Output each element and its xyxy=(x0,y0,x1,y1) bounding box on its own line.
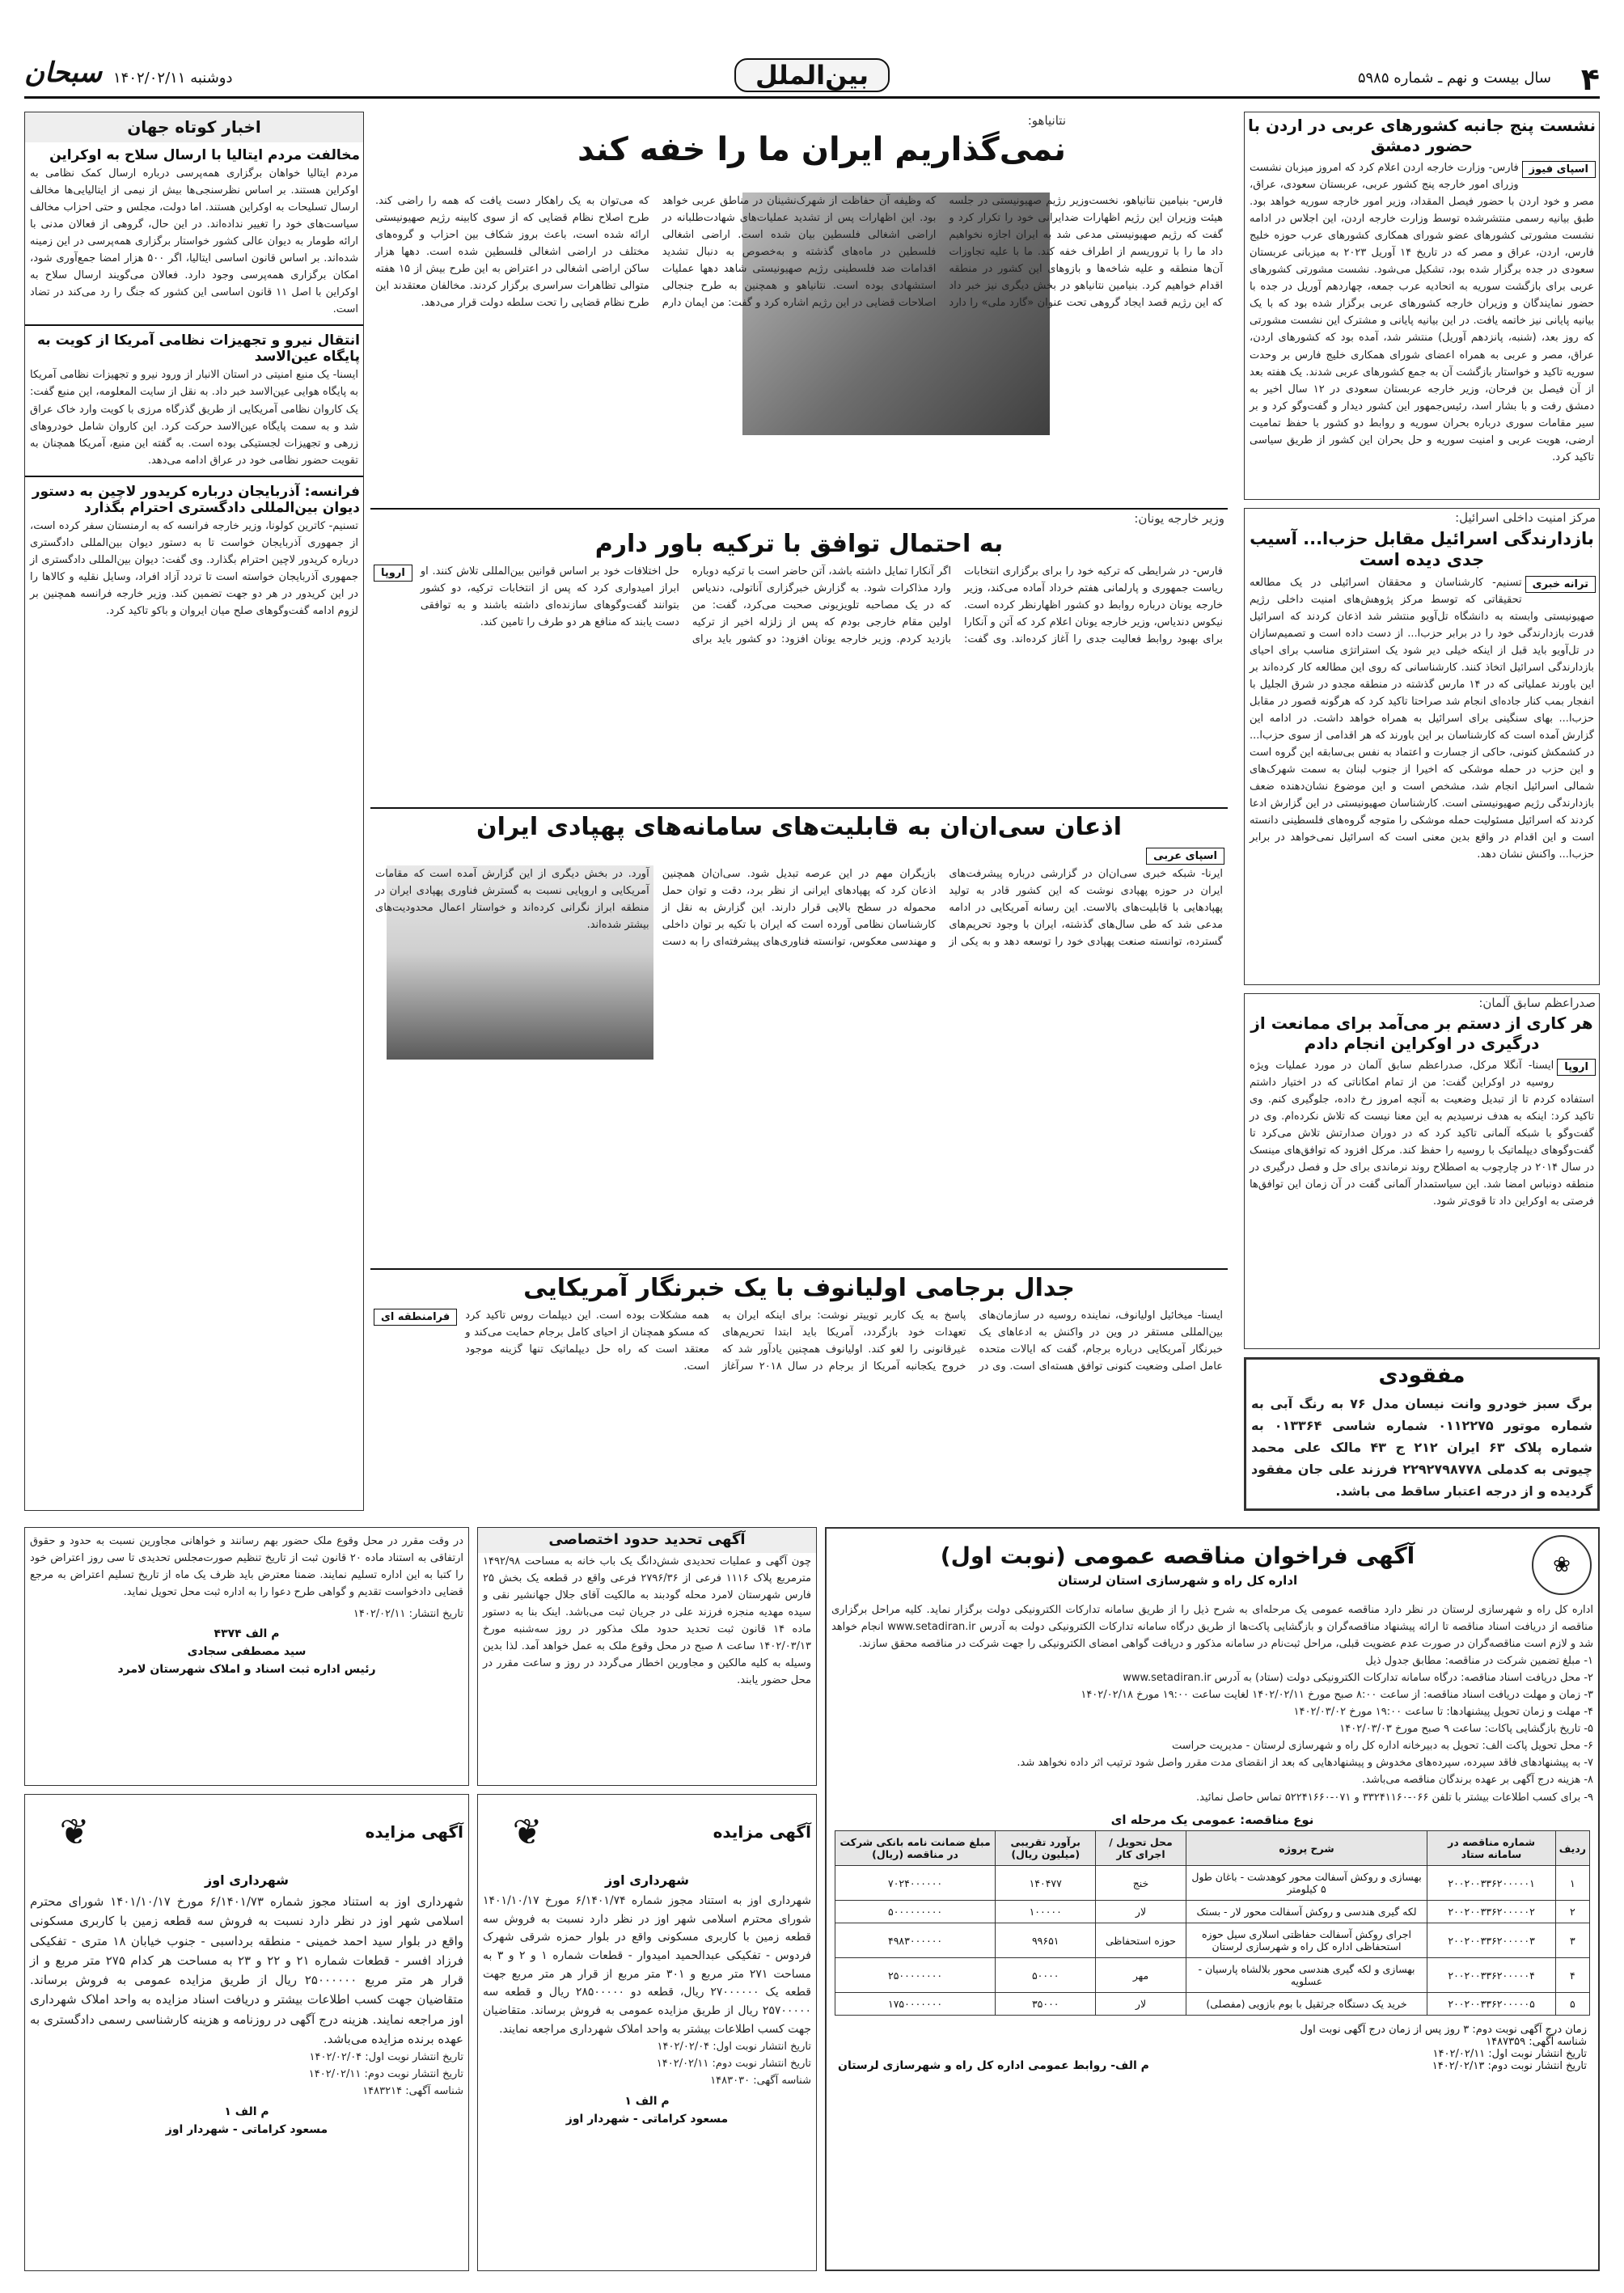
source-tag: فرامنطقه ای xyxy=(374,1309,457,1326)
ad-code: م الف ۱ xyxy=(224,2105,269,2118)
tender-org: اداره کل راه و شهرسازی استان لرستان xyxy=(1057,1573,1298,1589)
brief-title-2: انتقال نیرو و تجهیزات نظامی آمریکا از کویت به پایگاه عین‌الاسد xyxy=(36,332,360,366)
ad-date: تاریخ انتشار: ۱۴۰۲/۰۲/۱۱ xyxy=(353,1608,463,1621)
tender-signature: م الف- روابط عمومی اداره کل راه و شهرسازی لرستان xyxy=(838,2059,1149,2073)
ad-signer: سید مصطفی سجادی xyxy=(187,1645,307,1659)
article-greece xyxy=(370,508,1228,799)
article-netanyahu xyxy=(370,112,1228,500)
issue-date: دوشنبه ۱۴۰۲/۰۲/۱۱ xyxy=(113,70,233,87)
table-cell: ۷۰۲۴۰۰۰۰۰۰ xyxy=(835,1866,996,1901)
ad-registry-notice xyxy=(24,1527,469,1786)
table-cell: ۴ xyxy=(1555,1958,1589,1993)
table-row xyxy=(835,1901,1590,1923)
article-body: ایسنا- آنگلا مرکل، صدراعظم سابق آلمان در مورد عملیات ویژه روسیه در اوکراین گفت: من از تمام امکاناتی که در اختیار داشتم استفاده کردم تا از تبدیل وضعیت به آنچه امروز رخ داده، جلوگیری کنم. وی تاکید کرد: اینکه به هدف نرسیدیم به این معنا نیست که تلاش نکرده‌ام. وی در گفت‌وگو با شبکه آلمانی تاکید کرد که در دوران صدارتش تلاش می‌کرد تا گفت‌وگوهای دیپلماتیک با روسیه را حفظ کند. مرکل افزود که توافق‌های مینسک در سال ۲۰۱۴ در چارچوب به اصطلاح روند نرماندی برای حل و فصل درگیری در منطقه دونباس امضا شد. این سیاستمدار آلمانی گفت در آن زمان این توافق‌ها فرصتی به اوکراین داد تا قوی‌تر شود. xyxy=(1250,1060,1594,1208)
article-kicker: مرکز امنیت داخلی اسرائیل: xyxy=(1455,510,1596,525)
article-kicker: صدراعظم سابق آلمان: xyxy=(1478,996,1596,1010)
article-text: فارس- بنیامین نتانیاهو، نخست‌وزیر رژیم صهیونیستی در جلسه هیئت وزیران این رژیم اظهارات ضدایرانی خود را تکرار کرد و گفت که رژیم صهیونیستی مدعی شد به ایران اجازه نخواهیم داد ما را با تروریسم از اطراف خفه کند. ما با علیه تجاوزات آن‌ها منطقه و علیه شاخه‌ها و بازوهای این کشور در منطقه اقدام خواهیم کرد. بنیامین نتانیاهو در بخش دیگری نیز خبر داد که این رژیم قصد ایجاد گروهی تحت عنوان «گارد ملی» را دارد که وظیفه آن حفاظت از شهرک‌نشینان در مناطق عربی خواهد بود. این اظهارات پس از تشدید عملیات‌های شهادت‌طلبانه در اراضی اشغالی فلسطین بیان شده است. اراضی اشغالی فلسطین در ماه‌های گذشته و به‌خصوص به دنبال تشدید اقدامات ضد فلسطینی رژیم صهیونیستی شاهد دهها عملیات استشهادی بوده است. نتانیاهو و همچنین به طرح جنجالی اصلاحات قضایی در این رژیم اشاره کرد و گفت: من ایمان دارم که می‌توان به یک راهکار دست یافت که همه را راضی کند. طرح اصلاح نظام قضایی که از سوی کابینه رژیم صهیونیستی ارائه شده است، باعث بروز شکاف بین احزاب و گروه‌های مختلف در اراضی اشغالی فلسطین شده است. دهها هزار ساکن اراضی اشغالی در اعتراض به این طرح بیش از ۱۵ هفته متوالی تظاهرات سراسری برگزار کردند. مخالفان معتقدند این طرح نظام قضایی را تحت سلطه دولت قرار می‌دهد. xyxy=(375,195,1223,310)
tender-item: ۳- زمان و مهلت دریافت اسناد مناقصه: از ساعت ۸:۰۰ صبح مورخ ۱۴۰۲/۰۲/۱۱ لغایت ساعت ۱۹:۰۰ مورخ ۱۴۰۲/۰۲/۱۸ xyxy=(1081,1689,1593,1702)
ad-boundary-notice xyxy=(477,1527,817,1786)
article-title: نشست پنج جانبه کشورهای عربی در اردن با حضور دمشق xyxy=(1247,116,1597,155)
news-brief-header: اخبار کوتاه جهان xyxy=(25,112,363,142)
tender-item: ۹- برای کسب اطلاعات بیشتر با تلفن ۰۶۶-۳۳۲۴۱۱۶۰ و ۰۷۱-۵۲۲۴۱۶۶۰ تماس حاصل نمائید. xyxy=(1195,1791,1593,1804)
brief-body-3: تسنیم- کاترین کولونا، وزیر خارجه فرانسه که به ارمنستان سفر کرده است، از جمهوری آذربایجان خواست تا به دستور دیوان بین‌المللی دادگستری درباره کریدور لاچین احترام بگذارد. وی گفت: دیوان بین‌المللی دادگستری از جمهوری آذربایجان خواسته است تا تردد آزاد افراد، وسایل نقلیه و کالاها را در این کریدور در هر دو جهت تضمین کند. وزیر خارجه فرانسه همچنین بر لزوم ادامه گفت‌وگوهای صلح میان ایروان و باکو تاکید کرد. xyxy=(30,519,358,617)
table-cell: ۲۰۰۲۰۰۳۳۶۲۰۰۰۰۰۱ xyxy=(1427,1866,1555,1901)
table-cell: ۱۰۰۰۰۰ xyxy=(996,1901,1096,1923)
table-row xyxy=(835,1923,1590,1958)
source-tag: اروپا xyxy=(1557,1059,1596,1076)
source-tag: اسپای عربی xyxy=(1146,848,1224,865)
table-cell: ۲۰۰۲۰۰۳۳۶۲۰۰۰۰۰۵ xyxy=(1427,1993,1555,2016)
article-body: فارس- وزارت خارجه اردن اعلام کرد که امروز میزبان نشست وزرای امور خارجه پنج کشور عربی، عربستان سعودی، عراق، مصر و خود اردن با حضور فیصل المقداد، وزیر امور خارجه سوریه خواهد بود. طبق بیانیه رسمی منتشرشده توسط وزارت خارجه اردن، این اجلاس در ادامه نشست مشورتی کشورهای عضو شورای همکاری کشورهای عرب حوزه خلیج فارس، اردن، عراق و مصر که در تاریخ ۱۴ آوریل ۲۰۲۳ به میزبانی عربستان سعودی در جده برگزار شده بود، تشکیل می‌شود. نشست مشورتی کشورهای عربی برای بازگشت سوریه به اتحادیه عرب جمعه، چهاردهم آوریل در جده با حضور نمایندگان و وزیران خارجه کشورهای عربی برگزار شده بود که با یک بیانیه پایانی نیز خاتمه یافت. در این بیانیه پایانی و مشترک این نشست مشورتی که روز بعد، (شنبه، پانزدهم آوریل) منتشر شد، آمده بود که کشورهای اردن، عراق، مصر و عربی به همراه اعضای شورای همکاری خلیج فارس بر وحدت سوریه تاکید و خواستار بازگشت آن به جمع کشورهای عربی شدند. یک هفته بعد از آن فیصل بن فرحان، وزیر خارجه عربستان سعودی در ۱۲ سال اخیر به دمشق رفت و با بشار اسد، رئیس‌جمهور این کشور دیدار و گفت‌وگو کرد و بر سیر مقامات سوری درباره بحران سوریه و روابط دو کشور با حفظ تمامیت ارضی، هویت عربی و امنیت سوریه و حل بحران این کشور از طریق سیاسی تاکید کرد. xyxy=(1250,162,1595,463)
ad-signer: مسعود کراماتی - شهردار اوز xyxy=(565,2112,729,2126)
tender-title: آگهی فراخوان مناقصه عمومی (نوبت اول) xyxy=(940,1542,1415,1570)
article-title: بازدارندگی اسرائیل مقابل حزب‌ا... آسیب جدی دیده است xyxy=(1250,529,1594,570)
lost-notice-body: برگ سبز خودرو وانت نیسان مدل ۷۶ به رنگ آبی به شماره موتور ۰۱۱۲۲۷۵ شماره شاسی ۰۱۳۳۶۴ به شماره پلاک ۶۳ ایران ۲۱۲ ج ۴۳ مالک علی محمد چیوتی به کدملی ۲۲۹۲۷۹۸۷۷۸ فرزند علی جان مفقود گردیده و از درجه اعتبار ساقط می باشد. xyxy=(1251,1395,1593,1500)
table-cell: ۱۷۵۰۰۰۰۰۰۰ xyxy=(835,1993,996,2016)
ad-body: شهرداری اوز به استناد مجوز شماره ۶/۱۴۰۱/۷۳ مورخ ۱۴۰۱/۱۰/۱۷ شورای محترم اسلامی شهر اوز در نظر دارد نسبت به فروش سه قطعه زمین با کاربری مسکونی واقع در بلوار سید احمد خمینی - منطقه برداسبی - جنوب خیابان ۱۸ متری - تفکیکی فرزاد افسر - قطعات شماره ۲۱ و ۲۲ و ۲۳ به مساحت هر کدام ۲۷۵ متر مربع و از قرار هر متر مربع ۲۵۰۰۰۰۰۰ ریال از طریق مزایده عمومی به فروش برساند. متقاضیان جهت کسب اطلاعات بیشتر و دریافت اسناد مزایده به واحد املاک شهرداری اوز مراجعه نمایند. هزینه درج آگهی در روزنامه و هزینه کارشناسی رسمی دادگستری به عهده برنده مزایده می‌باشد. xyxy=(30,1894,464,2047)
ad-auction-1 xyxy=(477,1794,817,2271)
table-cell: اجرای روکش آسفالت حفاظتی اسلاری سیل حوزه استحفاظی اداره کل راه و شهرسازی لرستان xyxy=(1186,1923,1427,1958)
ad-pub2: تاریخ انتشار نوبت دوم: ۱۴۰۲/۰۲/۱۱ xyxy=(308,2068,463,2081)
municipality-logo-icon: ❦ xyxy=(59,1811,90,1853)
table-cell: لار xyxy=(1096,1993,1186,2016)
ad-tender xyxy=(825,1527,1600,2271)
ad-body: در وقت مقرر در محل وقوع ملک حضور بهم رسانند و خواهانی مجاورین نسبت به حدود و حقوق ارتفاقی به استناد ماده ۲۰ قانون ثبت از تاریخ تنظیم صورت‌مجلس تحدیدی تا سی روز اعتراض خود را کتبا به این اداره تسلیم نمایند. ضمنا معترض باید ظرف یک ماه از تاریخ تسلیم اعتراض به مرجع قضایی دادخواست تقدیم و گواهی طرح دعوا را به اداره ثبت محل تحویل نماید. xyxy=(30,1535,463,1599)
tender-items xyxy=(827,1652,1598,1805)
article-ulyanov xyxy=(370,1268,1228,1511)
tender-header xyxy=(827,1529,1598,1601)
table-header: ردیف xyxy=(1555,1831,1589,1866)
tender-pub1: تاریخ انتشار نوبت اول: ۱۴۰۲/۰۲/۱۱ xyxy=(1432,2048,1587,2061)
ad-auction-2 xyxy=(24,1794,469,2271)
table-cell: ۵ xyxy=(1555,1993,1589,2016)
article-arab-meeting xyxy=(1244,112,1600,500)
table-cell: لکه گیری هندسی و روکش آسفالت محور لار - بستک xyxy=(1186,1901,1427,1923)
ad-id: شناسه آگهی: ۱۴۸۳۰۳۰ xyxy=(710,2075,811,2088)
ad-title: آگهی تحدید حدود اختصاصی xyxy=(478,1528,816,1553)
brief-title-1: مخالفت مردم ایتالیا با ارسال سلاح به اوکراین xyxy=(49,147,360,163)
table-cell: مهر xyxy=(1096,1958,1186,1993)
table-cell: بهسازی و لکه گیری هندسی محور بلالشاه پارسیان - عسلویه xyxy=(1186,1958,1427,1993)
table-cell: ۲۰۰۲۰۰۳۳۶۲۰۰۰۰۰۳ xyxy=(1427,1923,1555,1958)
ad-logo-text: شهرداری اوز xyxy=(204,1872,290,1888)
ad-title: آگهی مزایده xyxy=(713,1821,811,1842)
ad-code: م الف ۱ xyxy=(624,2094,670,2108)
table-row xyxy=(835,1866,1590,1901)
table-cell: ۹۹۶۵۱ xyxy=(996,1923,1096,1958)
ad-signer-title: رئیس اداره ثبت اسناد و املاک شهرستان لامرد xyxy=(117,1663,376,1677)
table-row xyxy=(835,1993,1590,2016)
table-cell: ۳۵۰۰۰ xyxy=(996,1993,1096,2016)
ad-id: شناسه آگهی: ۱۴۸۳۲۱۴ xyxy=(362,2085,463,2098)
ad-code: م الف ۴۳۷۴ xyxy=(214,1627,280,1641)
table-header: محل تحویل / اجرای کار xyxy=(1096,1831,1186,1866)
article-title: نمی‌گذاریم ایران ما را خفه کند xyxy=(577,131,1066,168)
brief-body-2: ایسنا- یک منبع امنیتی در استان الانبار از ورود نیرو و تجهیزات نظامی آمریکا به پایگاه هوایی عین‌الاسد خبر داد. به نقل از سایت المعلومه، این منبع گفت: یک کاروان نظامی آمریکایی از طریق گذرگاه مرزی با کویت وارد خاک عراق شد و به سمت پایگاه عین‌الاسد حرکت کرد. این کاروان شامل خودروهای زرهی و تجهیزات لجستیکی بوده است. به گفته این منبع، آمریکا همچنان به تقویت حضور نظامی خود در عراق ادامه می‌دهد. xyxy=(30,369,358,467)
article-merkel xyxy=(1244,993,1600,1349)
article-body: ایسنا- میخائیل اولیانوف، نماینده روسیه در سازمان‌های بین‌المللی مستقر در وین در واکنش به ادعاهای یک خبرنگار آمریکایی درباره برجام، گفت که ایالات متحده عامل اصلی وضعیت کنونی توافق هسته‌ای است. وی در پاسخ به یک کاربر توییتر نوشت: برای اینکه ایران به تعهدات خود بازگردد، آمریکا باید ابتدا تحریم‌های غیرقانونی را لغو کند. اولیانوف همچنین یادآور شد که خروج یکجانبه آمریکا از برجام در سال ۲۰۱۸ سرآغاز همه مشکلات بوده است. این دیپلمات روس تاکید کرد که مسکو همچنان از احیای کامل برجام حمایت می‌کند و معتقد است که راه حل دیپلماتیک تنها گزینه موجود است. xyxy=(465,1309,1223,1373)
table-row xyxy=(835,1958,1590,1993)
page-header xyxy=(24,57,1600,99)
table-cell: حوزه استحفاظی xyxy=(1096,1923,1186,1958)
tender-item: ۶- محل تحویل پاکت الف: تحویل به دبیرخانه اداره کل راه و شهرسازی لرستان - مدیریت حراست xyxy=(1171,1740,1593,1753)
table-cell: ۲۵۰۰۰۰۰۰۰۰ xyxy=(835,1958,996,1993)
section-title: بین‌الملل xyxy=(734,58,890,92)
table-cell: ۴۹۸۳۰۰۰۰۰۰ xyxy=(835,1923,996,1958)
tender-table xyxy=(835,1830,1590,2016)
ad-body: شهرداری اوز به استناد مجوز شماره ۶/۱۴۰۱/۷۴ مورخ ۱۴۰۱/۱۰/۱۷ شورای محترم اسلامی شهر اوز در نظر دارد نسبت به فروش سه قطعه زمین با کاربری مسکونی واقع در بلوار حمزه شرقی شهرک فردوس - تفکیکی عبدالحمید امیدوار - قطعات شماره ۱ و ۲ و ۳ به مساحت ۲۷۱ متر مربع و ۳۰۱ متر مربع از قرار هر متر مربع جهت قطعه یک ۲۷۰۰۰۰۰۰ ریال، قطعه دو ۲۸۵۰۰۰۰۰ ریال و قطعه سه ۲۵۷۰۰۰۰۰ ریال از طریق مزایده عمومی به فروش برساند. متقاضیان جهت کسب اطلاعات بیشتر به واحد املاک شهرداری مراجعه نمایند. xyxy=(483,1894,811,2036)
ad-pub2: تاریخ انتشار نوبت دوم: ۱۴۰۲/۰۲/۱۱ xyxy=(656,2058,811,2071)
table-cell: ۲ xyxy=(1555,1901,1589,1923)
brief-title-3: فرانسه: آذربایجان درباره کریدور لاچین به دستور دیوان بین‌المللی دادگستری احترام بگذارد xyxy=(32,483,360,516)
table-cell: ۱ xyxy=(1555,1866,1589,1901)
table-cell: بهسازی و روکش آسفالت محور کوهدشت - باغان طول ۵ کیلومتر xyxy=(1186,1866,1427,1901)
tender-item: ۸- هزینه درج آگهی بر عهده برندگان مناقصه می‌باشد. xyxy=(1362,1774,1593,1787)
tender-intro: اداره کل راه و شهرسازی لرستان در نظر دارد مناقصه عمومی یک مرحله‌ای به شرح ذیل را از طریق سامانه تدارکات الکترونیکی دولت برگزار نماید. کلیه مراحل برگزاری مناقصه از دریافت اسناد مناقصه تا ارائه پیشنهاد مناقصه‌گران و بازگشایی پاکت‌ها از طریق درگاه سامانه تدارکات الکترونیکی دولت به آدرس www.setadiran.ir انجام خواهد شد و لازم است مناقصه‌گران در صورت عدم عضویت قبلی، مراحل ثبت‌نام در سامانه مذکور و دریافت گواهی امضای الکترونیکی را جهت شرکت در مناقصه محقق سازند. xyxy=(831,1604,1593,1651)
tender-pub2: تاریخ انتشار نوبت دوم: ۱۴۰۲/۰۲/۱۳ xyxy=(1432,2060,1587,2073)
table-cell: ۲۰۰۲۰۰۳۳۶۲۰۰۰۰۰۴ xyxy=(1427,1958,1555,1993)
table-cell: ۵۰۰۰۰۰۰۰۰۰ xyxy=(835,1901,996,1923)
table-cell: ۳ xyxy=(1555,1923,1589,1958)
issue-meta: سال بیست و نهم ـ شماره ۵۹۸۵ xyxy=(1357,70,1551,87)
news-brief-column xyxy=(24,112,364,1511)
table-header: مبلغ ضمانت نامه بانکی شرکت در مناقصه (ریال) xyxy=(835,1831,996,1866)
ad-pub1: تاریخ انتشار نوبت اول: ۱۴۰۲/۰۲/۰۴ xyxy=(657,2041,811,2054)
article-title: اذعان سی‌ان‌ان به قابلیت‌های سامانه‌های پهپادی ایران xyxy=(476,813,1122,841)
ad-logo-text: شهرداری اوز xyxy=(604,1872,690,1888)
article-israel-deterrence xyxy=(1244,508,1600,985)
tender-id: شناسه آگهی: ۱۴۸۷۳۵۹ xyxy=(1486,2036,1587,2049)
table-header: شماره مناقصه در سامانه ستاد xyxy=(1427,1831,1555,1866)
tender-item: ۲- محل دریافت اسناد مناقصه: درگاه سامانه تدارکات الکترونیکی دولت (ستاد) به آدرس www.setadiran.ir xyxy=(1123,1672,1593,1685)
table-header: برآورد تقریبی (میلیون ریال) xyxy=(996,1831,1096,1866)
municipality-logo-icon: ❦ xyxy=(512,1811,543,1853)
tender-item: ۵- تاریخ بازگشایی پاکات: ساعت ۹ صبح مورخ ۱۴۰۲/۰۳/۰۳ xyxy=(1339,1723,1593,1736)
table-cell: ۱۴۰۴۷۷ xyxy=(996,1866,1096,1901)
tender-footer-note: زمان درج آگهی نوبت دوم: ۳ روز پس از زمان درج آگهی نوبت اول xyxy=(1300,2024,1587,2037)
table-cell: لار xyxy=(1096,1901,1186,1923)
ad-body: چون آگهی و عملیات تحدیدی شش‌دانگ یک باب خانه به مساحت ۱۴۹۲/۹۸ مترمربع پلاک ۱۱۱۶ فرعی از ۲۷۹۶/۳۶ فرعی واقع در قطعه یک بخش ۲۵ فارس شهرستان لامرد محله گودبند به مالکیت آقای جلال جهانشیر نقی و سیده مهدیه منجزه فرزند علی در جریان ثبت می‌باشد. اینک بنا به دستور ماده ۱۴ قانون ثبت تحدید حدود ملک مذکور در روز سه‌شنبه مورخ ۱۴۰۲/۰۳/۱۳ ساعت ۸ صبح در محل وقوع ملک به عمل خواهد آمد. لذا بدین وسیله به کلیه مالکین و مجاورین اخطار می‌گردد در روز و ساعت مقرر در محل حضور یابند. xyxy=(483,1555,812,1686)
tender-item: ۱- مبلغ تضمین شرکت در مناقصه: مطابق جدول ذیل xyxy=(1365,1655,1593,1668)
article-title: جدال برجامی اولیانوف با یک خبرنگار آمریکایی xyxy=(523,1274,1075,1302)
lost-notice-title: مفقودی xyxy=(1378,1364,1465,1388)
source-tag: ترانه خبری xyxy=(1525,576,1596,593)
table-cell: ۵۰۰۰۰ xyxy=(996,1958,1096,1993)
iran-emblem-icon: ❀ xyxy=(1532,1535,1592,1595)
article-kicker: نتانیاهو: xyxy=(1027,113,1066,128)
lost-notice xyxy=(1244,1357,1600,1511)
source-tag: اسپای فیوز xyxy=(1522,161,1596,178)
article-kicker: وزیر خارجه یونان: xyxy=(1134,511,1224,526)
article-cnn-drones xyxy=(370,807,1228,1260)
article-title: به احتمال توافق با ترکیه باور دارم xyxy=(594,530,1004,558)
table-cell: ۲۰۰۲۰۰۳۳۶۲۰۰۰۰۰۲ xyxy=(1427,1901,1555,1923)
ad-pub1: تاریخ انتشار نوبت اول: ۱۴۰۲/۰۲/۰۴ xyxy=(309,2051,463,2064)
table-cell: خنج xyxy=(1096,1866,1186,1901)
tender-item: ۴- مهلت و زمان تحویل پیشنهادها: تا ساعت ۱۹:۰۰ مورخ ۱۴۰۲/۰۳/۰۲ xyxy=(1293,1706,1593,1719)
tender-table-caption: نوع مناقصه: عمومی یک مرحله ای xyxy=(1110,1812,1314,1827)
article-body xyxy=(370,192,1228,492)
article-title: هر کاری از دستم بر می‌آمد برای ممانعت از درگیری در اوکراین انجام دادم xyxy=(1250,1013,1593,1053)
brief-body-1: مردم ایتالیا خواهان برگزاری همه‌پرسی درباره ارسال کمک نظامی به اوکراین هستند. بر اساس نظرسنجی‌ها بیش از نیمی از ایتالیایی‌ها مخالف ارسال تسلیحات به اوکراین هستند. اما دولت، مجلس و حتی احزاب مخالف سیاست‌های خود را تغییر نداده‌اند. در این حال، گروهی از فعالان مدنی با ارائه طومار به دیوان عالی کشور خواستار برگزاری همه‌پرسی در این زمینه شده‌اند. بر اساس قانون اساسی ایتالیا، اگر ۵۰۰ هزار امضا جمع‌آوری شود، امکان برگزاری همه‌پرسی وجود دارد. فعالان می‌گویند ارسال سلاح به اوکراین با اصل ۱۱ قانون اساسی این کشور که جنگ را رد می‌کند در تضاد است. xyxy=(30,167,358,316)
newspaper-logo: سبحان xyxy=(24,57,103,89)
tender-item: ۷- به پیشنهادهای فاقد سپرده، سپرده‌های مخدوش و پیشنهادهایی که بعد از انقضای مدت مقرر واصل شود ترتیب اثر داده نخواهد شد. xyxy=(1017,1757,1593,1770)
page-number: ۴ xyxy=(1580,61,1600,97)
table-header: شرح پروژه xyxy=(1186,1831,1427,1866)
article-body: فارس- در شرایطی که ترکیه خود را برای برگزاری انتخابات ریاست جمهوری و پارلمانی هفتم خرداد آماده می‌کند، وزیر خارجه یونان درباره روابط دو کشور اظهارنظر کرده است. نیکوس دندیاس، وزیر خارجه یونان اعلام کرد که آتن و آنکارا برای بهبود روابط فعالیت جدی را آغاز کرده‌اند. وی گفت: اگر آنکارا تمایل داشته باشد، آتن حاضر است با ترکیه دوباره وارد مذاکرات شود. به گزارش خبرگزاری آناتولی، دندیاس که در یک مصاحبه تلویزیونی صحبت می‌کرد، گفت: من اولین مقام خارجی بودم که پس از زلزله اخیر از ترکیه بازدید کردم. وزیر خارجه یونان افزود: دو کشور باید برای حل اختلافات خود بر اساس قوانین بین‌المللی تلاش کنند. او ابراز امیدواری کرد که پس از انتخابات ترکیه، دو کشور بتوانند گفت‌وگوهای سازنده‌ای داشته باشند و به توافقی دست یابند که منافع هر دو طرف را تامین کند. xyxy=(420,565,1223,645)
ad-signer: مسعود کراماتی - شهردار اوز xyxy=(165,2122,328,2136)
source-tag: اروپا xyxy=(374,565,412,582)
table-cell: خرید یک دستگاه جرثقیل با بوم بازویی (مفصلی) xyxy=(1186,1993,1427,2016)
article-body: ایرنا- شبکه خبری سی‌ان‌ان در گزارشی درباره پیشرفت‌های ایران در حوزه پهپادی نوشت که این کشور قادر به تولید پهپادهایی با قابلیت‌های بالاست. این رسانه آمریکایی در ادامه مدعی شد که طی سال‌های گذشته، ایران با وجود تحریم‌های گسترده، توانسته صنعت پهپادی خود را توسعه دهد و به یکی از بازیگران مهم در این عرصه تبدیل شود. سی‌ان‌ان همچنین اذعان کرد که پهپادهای ایرانی از نظر برد، دقت و توان حمل محموله در سطح بالایی قرار دارند. این گزارش به نقل از کارشناسان نظامی آورده است که ایران با تکیه بر توان داخلی و مهندسی معکوس، توانسته فناوری‌های پیشرفته‌ای را به دست آورد. در بخش دیگری از این گزارش آمده است که مقامات آمریکایی و اروپایی نسبت به گسترش فناوری پهپادی ایران در منطقه ابراز نگرانی کرده‌اند و خواستار اعمال محدودیت‌های بیشتر شده‌اند. xyxy=(375,868,1223,949)
ad-title: آگهی مزایده xyxy=(365,1821,463,1842)
article-body: تسنیم- کارشناسان و محققان اسرائیلی در یک مطالعه تحقیقاتی که توسط مرکز پژوهش‌های امنیت داخلی رژیم صهیونیستی وابسته به دانشگاه تل‌آویو منتشر شد اذعان کردند که اسرائیل قدرت بازدارندگی خود را در برابر حزب‌ا... از دست داده است و تصمیم‌سازان در تل‌آویو باید قبل از اینکه خیلی دیر شود یک استراتژی مناسب برای احیای بازدارندگی اسرائیل اتخاذ کنند. کارشناسانی که روی این مطالعه کار کرده‌اند بر این باورند عملیاتی که در ۱۴ مارس گذشته در منطقه مجدو در شرق الجلیل با انفجار بمب کنار جاده‌ای انجام شد صراحتا تاکید کرد که هرگونه قصور در مقابل حزب‌ا... بهای سنگینی برای اسرائیل به همراه خواهد داشت. در ادامه این گزارش آمده است که کارشناسان بر این باورند که هر اقدامی از سوی حزب‌ا... در کشمکش کنونی، حاکی از جسارت و اعتماد به نفس بی‌سابقه این گروه است و این حزب در حمله موشکی که اخیرا از جنوب لبنان به سمت شهرک‌های شمالی اسرائیل انجام شد، مشخص است و این موضوع نشان‌دهنده ضعف بازدارندگی رژیم صهیونیستی است. کارشناسان صهیونیستی در این گزارش ادعا کردند که اسرائیل مسئولیت حمله موشکی را متوجه گروه‌های فلسطینی دانسته است و این اقدام در واقع بدین معنی است که اسرائیل نمی‌خواهد در برابر حزب‌ا... واکنش نشان دهد. xyxy=(1250,576,1594,861)
